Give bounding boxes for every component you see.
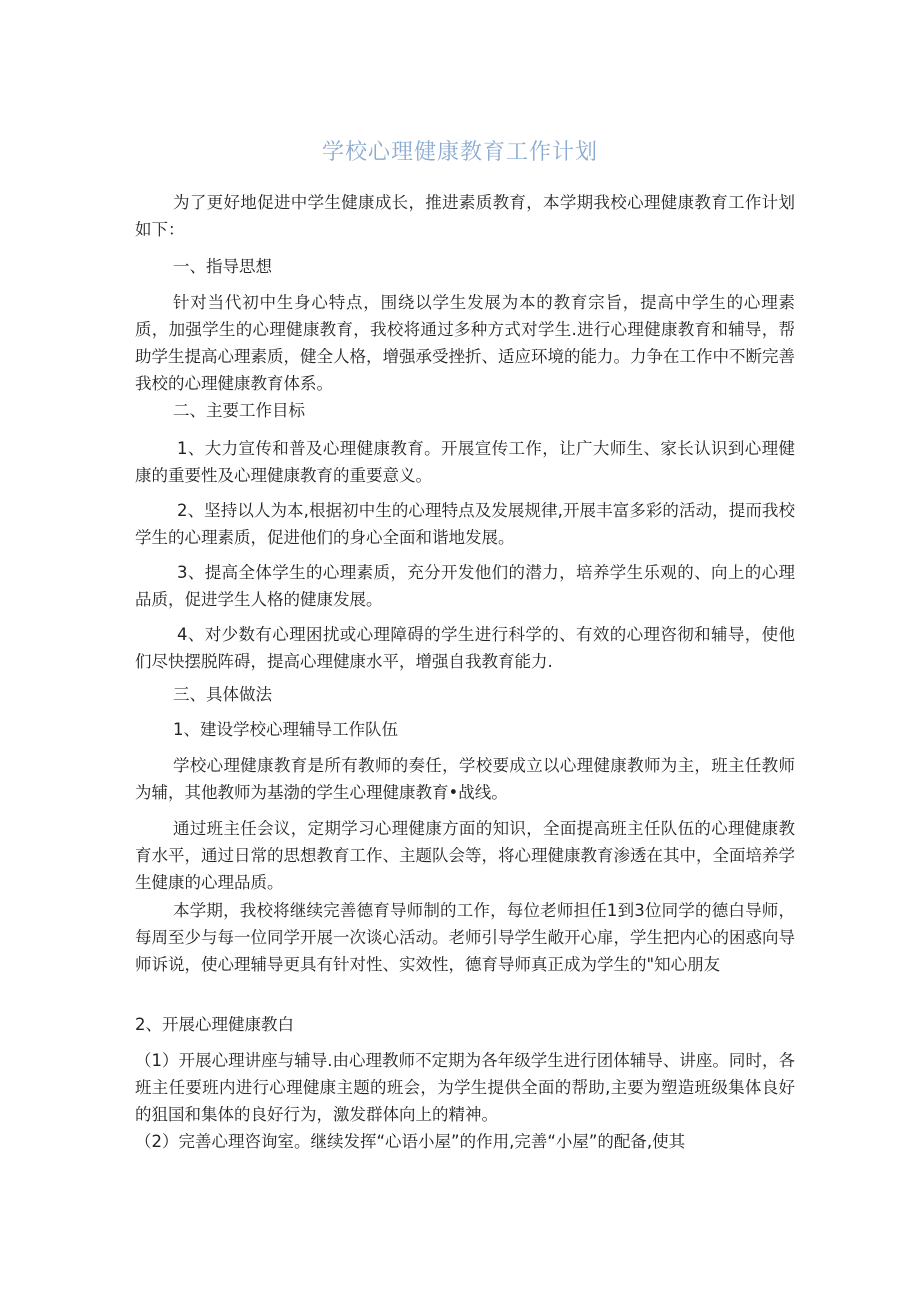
item1-heading: 1、建设学校心理辅导工作队伍 (173, 720, 398, 739)
item2-heading: 2、开展心理健康教白 (135, 1015, 294, 1034)
item1-paragraph-2: 通过班主任会议，定期学习心理健康方面的知识，全面提高班主任队伍的心理健康教育水平，通过日常的思想教育工作、主题队会等，将心理健康教育渗透在其中，全面培养学生健康的心理品质。 (135, 819, 795, 892)
intro-paragraph: 为了更好地促进中学生健康成长，推进素质教育，本学期我校心理健康教育工作计划如下： (135, 193, 795, 239)
document-title: 学校心理健康教育工作计划 (321, 140, 598, 165)
goal-3-paragraph: 3、提高全体学生的心理素质，充分开发他们的潜力，培养学生乐观的、向上的心理品质，促进学生人格的健康发展。 (135, 563, 795, 609)
goal-1-paragraph: 1、大力宣传和普及心理健康教育。开展宣传工作，让广大师生、家长认识到心理健康的重要性及心理健康教育的重要意义。 (135, 439, 795, 485)
item1-paragraph-1: 学校心理健康教育是所有教师的奏任，学校要成立以心理健康教师为主，班主任教师为辅，其他教师为基渤的学生心理健康教育•战线。 (135, 756, 795, 802)
goal-4-paragraph: 4、对少数有心理困扰或心理障碍的学生进行科学的、有效的心理咨彻和辅导，使他们尽快摆脱阵碍，提高心理健康水平，增强自我教育能力. (135, 625, 795, 671)
goal-2-paragraph: 2、坚持以人为本,根据初中生的心理特点及发展规律,开展丰富多彩的活动，提而我校学生的心理素质，促进他们的身心全面和谐地发展。 (135, 501, 795, 547)
item1-paragraph-3: 本学期，我校将继续完善德育导师制的工作，每位老师担任1到3位同学的德白导师，每周至少与每一位同学开展一次谈心活动。老师引导学生敞开心扉，学生把内心的困惑向导师诉说，使心理辅导更具有针对性、实效性，德育导师真正成为学生的"知心朋友 (135, 901, 795, 974)
section2-heading: 二、主要工作目标 (173, 401, 305, 420)
item2-sub1-paragraph: （1）开展心理讲座与辅导.由心理教师不定期为各年级学生进行团体辅导、讲座。同时，各班主任要班内进行心理健康主题的班会，为学生提供全面的帮助,主要为塑造班级集体良好的狙国和集体的良好行为，激发群体向上的精神。 (135, 1051, 795, 1124)
item2-sub2-paragraph: （2）完善心理咨询室。继续发挥“心语小屋”的作用,完善“小屋”的配备,使其 (135, 1132, 686, 1151)
section1-heading: 一、指导思想 (173, 257, 272, 276)
section1-paragraph: 针对当代初中生身心特点，围绕以学生发展为本的教育宗旨，提高中学生的心理素质，加强学生的心理健康教育，我校将通过多种方式对学生.进行心理健康教育和辅导，帮助学生提高心理素质，健全人格，增强承受挫折、适应环境的能力。力争在工作中不断完善我校的心理健康教育体系。 (135, 293, 795, 393)
section3-heading: 三、具体做法 (173, 685, 272, 704)
